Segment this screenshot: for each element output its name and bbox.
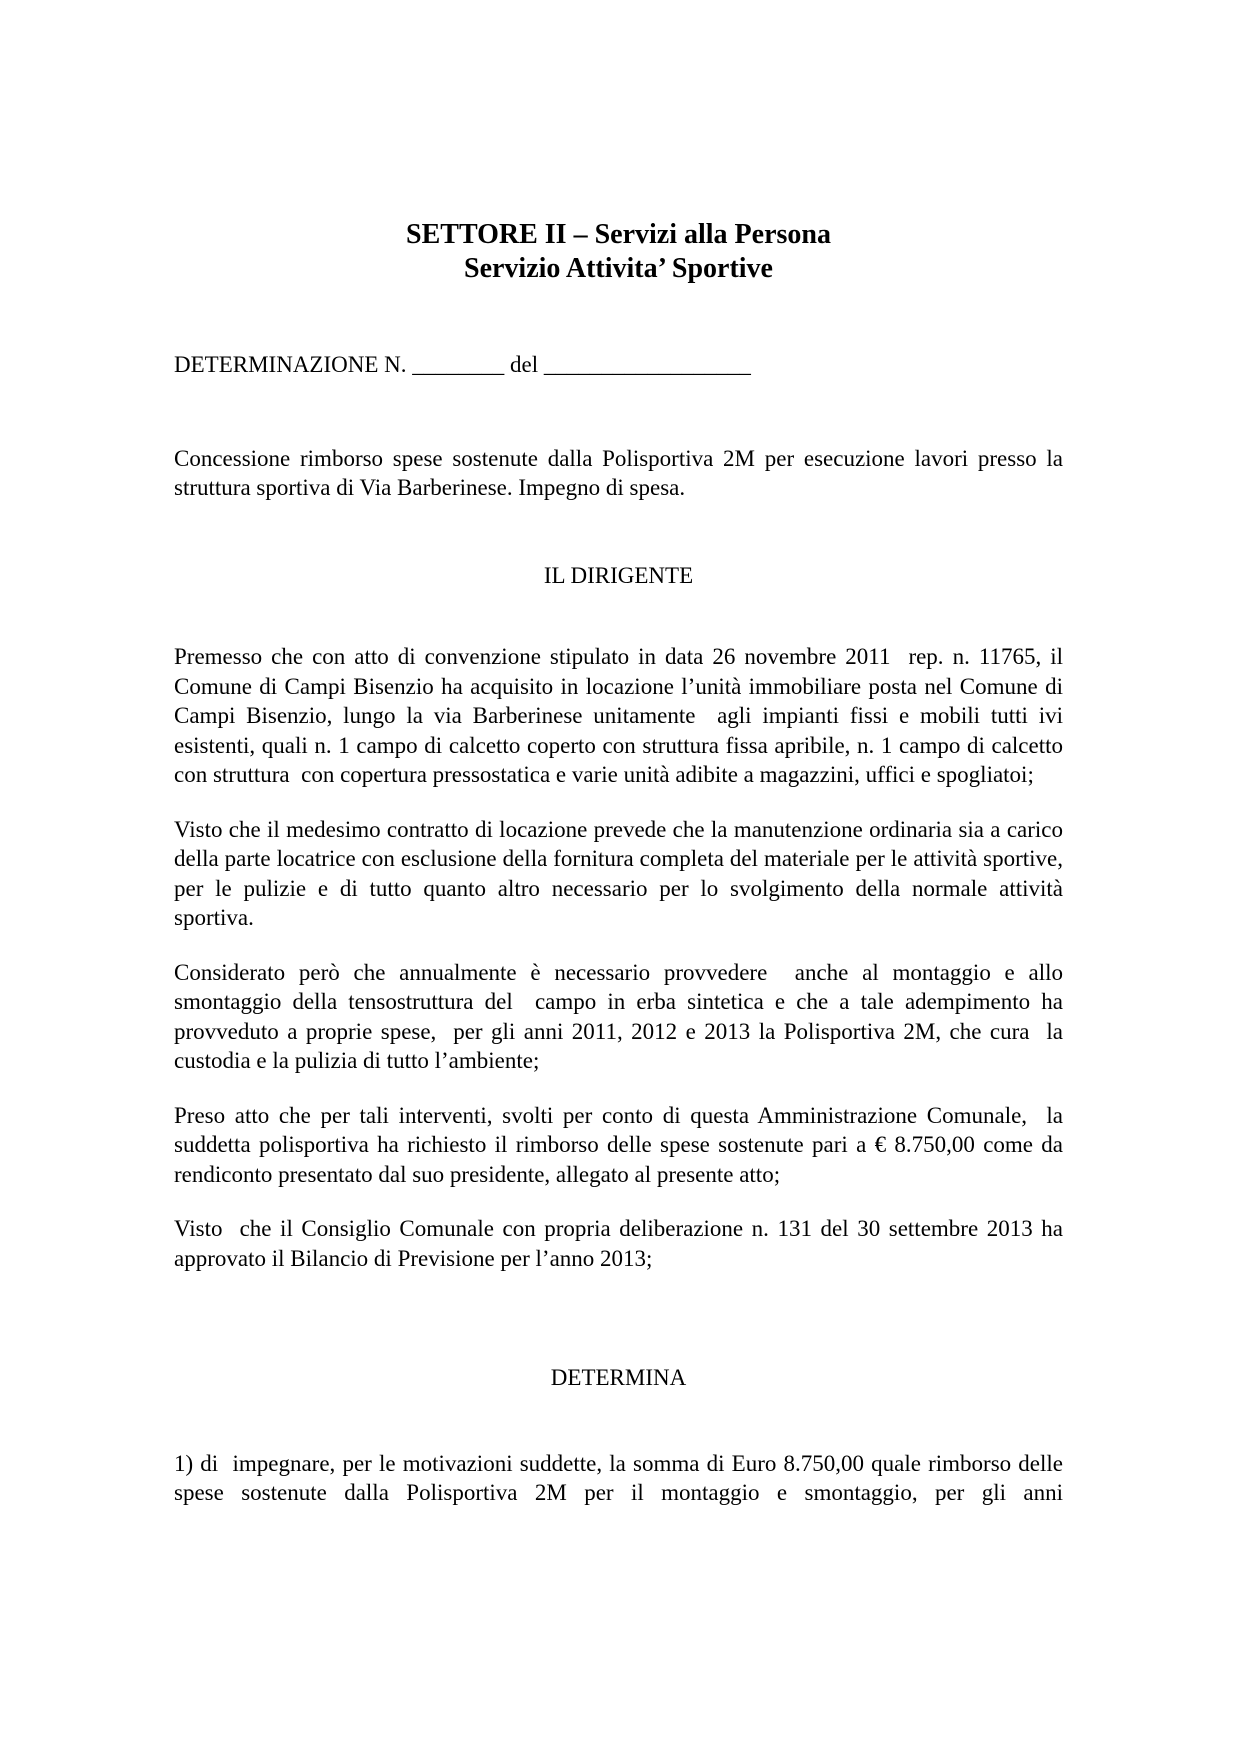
paragraph-visto-contratto: Visto che il medesimo contratto di locazione prevede che la manutenzione ordinaria sia a carico della parte locatrice con esclusione della fornitura completa del materiale per le attività sportive, per le pulizie e di tutto quanto altro necessario per lo svolgimento della normale attività sportiva. bbox=[174, 816, 1075, 930]
heading-il-dirigente: IL DIRIGENTE bbox=[543, 562, 694, 588]
determination-number-line: DETERMINAZIONE N. ________ del __________________ bbox=[174, 352, 751, 377]
paragraph-preso-atto: Preso atto che per tali interventi, svolti per conto di questa Amministrazione Comunale, la suddetta polisportiva ha richiesto il rimborso delle spese sostenute pari a € 8.750,00 come da rendiconto presentato dal suo presidente, allegato al presente atto; bbox=[174, 1102, 1069, 1187]
paragraph-premesso: Premesso che con atto di convenzione stipulato in data 26 novembre 2011 rep. n. 11765, il Comune di Campi Bisenzio ha acquisito in locazione l’unità immobiliare posta nel Comune di Campi Bisenzio, lungo la via Barberinese unitamente agli impianti fissi e mobili tutti ivi esistenti, quali n. 1 campo di calcetto coperto con struttura fissa apribile, n. 1 campo di calcetto con struttura con copertura pressostatica e varie unità adibite a magazzini, uffici e spogliatoi; bbox=[174, 644, 1069, 787]
document-title-line2: Servizio Attivita’ Sportive bbox=[464, 253, 773, 284]
paragraph-resolution-item-1: 1) di impegnare, per le motivazioni suddette, la somma di Euro 8.750,00 quale rimborso delle spese sostenute dalla Polisportiva 2M per il montaggio e smontaggio, per gli anni bbox=[174, 1450, 1069, 1505]
document-title bbox=[174, 218, 1063, 286]
subject-paragraph: Concessione rimborso spese sostenute dalla Polisportiva 2M per esecuzione lavori presso la struttura sportiva di Via Barberinese. Impegno di spesa. bbox=[174, 445, 1069, 500]
paragraph-visto-consiglio: Visto che il Consiglio Comunale con propria deliberazione n. 131 del 30 settembre 2013 ha approvato il Bilancio di Previsione per l’anno 2013; bbox=[174, 1216, 1069, 1271]
document-title-line1: SETTORE II – Servizi alla Persona bbox=[406, 219, 831, 250]
heading-determina: DETERMINA bbox=[550, 1365, 687, 1390]
paragraph-considerato: Considerato però che annualmente è necessario provvedere anche al montaggio e allo smontaggio della tensostruttura del campo in erba sintetica e che a tale adempimento ha provveduto a proprie spese, per gli anni 2011, 2012 e 2013 la Polisportiva 2M, che cura la custodia e la pulizia di tutto l’ambiente; bbox=[174, 959, 1069, 1073]
